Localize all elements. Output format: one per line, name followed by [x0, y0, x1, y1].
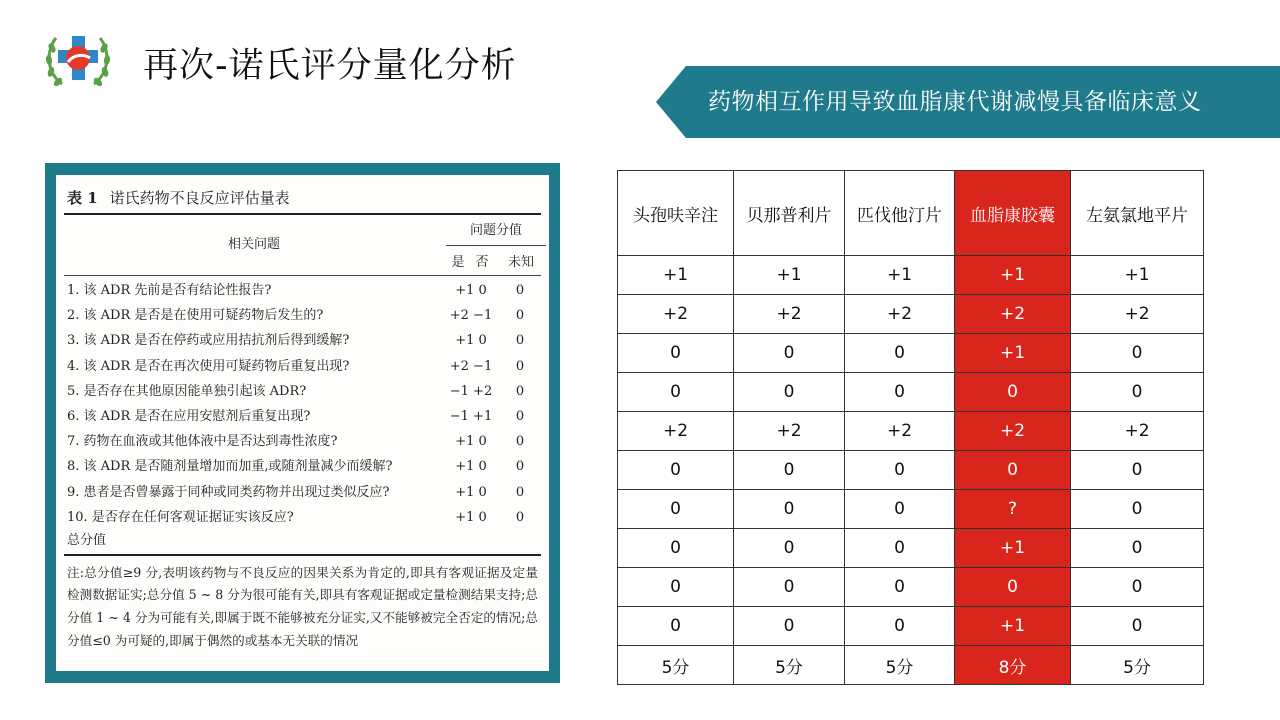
ref-score: +2 −1 [449, 358, 493, 374]
ref-col-unknown: 未知 [507, 255, 534, 270]
drug-header-row [618, 171, 1204, 256]
score-cell: +1 [1071, 256, 1204, 295]
score-cell-highlighted: 0 [955, 373, 1071, 412]
score-cell: 0 [1071, 451, 1204, 490]
ref-col-no: 否 [475, 255, 489, 270]
score-cell: 0 [845, 334, 955, 373]
score-cell: +2 [1071, 412, 1204, 451]
drug-score-table [617, 170, 1204, 685]
score-row [618, 451, 1204, 490]
score-row [618, 568, 1204, 607]
total-score-row [618, 646, 1204, 685]
ref-col-question: 相关问题 [227, 237, 280, 252]
ref-score: +1 0 [455, 509, 487, 525]
ref-unknown: 0 [515, 459, 525, 475]
ref-table-number: 表 1 [67, 189, 98, 207]
score-cell-highlighted: +2 [955, 295, 1071, 334]
ref-question: 6. 该 ADR 是否在应用安慰剂后重复出现? [67, 408, 311, 424]
ref-unknown: 0 [515, 383, 525, 399]
score-cell: 0 [734, 568, 845, 607]
score-cell: +2 [734, 412, 845, 451]
score-cell: 5分 [734, 646, 845, 685]
ref-table-title [64, 187, 541, 215]
subtitle-banner [656, 66, 1280, 138]
drug-header: 匹伐他汀片 [845, 171, 955, 256]
score-cell: 5分 [618, 646, 734, 685]
score-cell: 0 [618, 373, 734, 412]
score-row [618, 607, 1204, 646]
naranjo-scale-figure [45, 163, 560, 683]
score-cell: 0 [845, 490, 955, 529]
score-row [618, 490, 1204, 529]
ref-unknown: 0 [515, 509, 525, 525]
score-cell-highlighted: +1 [955, 607, 1071, 646]
score-cell: 0 [845, 607, 955, 646]
score-cell: 0 [734, 451, 845, 490]
score-cell: 0 [1071, 607, 1204, 646]
ref-score: −1 +1 [449, 408, 493, 424]
score-cell: 0 [1071, 568, 1204, 607]
score-cell-highlighted: 0 [955, 451, 1071, 490]
ref-table-note: 注:总分值≥9 分,表明该药物与不良反应的因果关系为肯定的,即具有客观证据及定量检测数据证实;总分值 5 ~ 8 分为很可能有关,即具有客观证据或定量检测结果支持;总分值 1 ~ 4 分为可能有关,即属于既不能够被充分证实,又不能够被完全否定的情况;总分值≤0 为可疑的,即属于偶然的或基本无关联的情况 [67, 564, 538, 648]
ref-total-label: 总分值 [64, 530, 541, 556]
score-cell-highlighted: +2 [955, 412, 1071, 451]
score-cell: 0 [845, 373, 955, 412]
score-cell: 0 [1071, 373, 1204, 412]
score-cell: +2 [845, 295, 955, 334]
drug-header: 贝那普利片 [734, 171, 845, 256]
score-cell: 0 [845, 451, 955, 490]
score-cell: 0 [845, 529, 955, 568]
score-cell-highlighted: ? [955, 490, 1071, 529]
ref-score: +1 0 [455, 283, 487, 298]
ref-question: 9. 患者是否曾暴露于同种或同类药物并出现过类似反应? [67, 484, 390, 500]
ref-question: 10. 是否存在任何客观证据证实该反应? [67, 509, 294, 525]
ref-score: +1 0 [455, 459, 487, 475]
ref-question: 3. 该 ADR 是否在停药或应用拮抗剂后得到缓解? [67, 333, 350, 349]
score-row [618, 373, 1204, 412]
ref-unknown: 0 [515, 358, 525, 374]
score-row [618, 412, 1204, 451]
score-cell-highlighted: 8分 [955, 646, 1071, 685]
ref-unknown: 0 [515, 333, 525, 349]
ref-unknown: 0 [515, 308, 525, 324]
drug-header: 左氨氯地平片 [1071, 171, 1204, 256]
score-cell: +2 [1071, 295, 1204, 334]
score-cell: 0 [618, 451, 734, 490]
score-cell: 0 [618, 490, 734, 529]
drug-score-body [618, 256, 1204, 685]
ref-row [64, 505, 541, 530]
score-cell: 5分 [1071, 646, 1204, 685]
ref-score: +1 0 [455, 484, 487, 500]
score-cell: 0 [1071, 490, 1204, 529]
ref-score: −1 +2 [449, 383, 493, 399]
ref-unknown: 0 [515, 408, 525, 424]
score-cell-highlighted: +1 [955, 256, 1071, 295]
ref-question: 7. 药物在血液或其他体液中是否达到毒性浓度? [67, 434, 338, 450]
ref-table-header [64, 215, 541, 276]
ref-question: 8. 该 ADR 是否随剂量增加而加重,或随剂量减少而缓解? [67, 459, 393, 475]
ref-row [64, 379, 541, 404]
ref-question: 1. 该 ADR 先前是否有结论性报告? [67, 283, 272, 298]
score-row [618, 295, 1204, 334]
score-cell: 0 [734, 529, 845, 568]
score-cell: 0 [618, 334, 734, 373]
ref-row [64, 454, 541, 479]
ref-row [64, 480, 541, 505]
score-cell: +1 [845, 256, 955, 295]
ref-unknown: 0 [515, 283, 525, 298]
score-cell: 0 [1071, 334, 1204, 373]
ref-table-body [64, 276, 541, 530]
ref-score: +2 −1 [449, 308, 493, 324]
ref-row [64, 404, 541, 429]
score-row [618, 334, 1204, 373]
score-cell: +1 [734, 256, 845, 295]
score-cell: 0 [845, 568, 955, 607]
score-row [618, 529, 1204, 568]
score-cell-highlighted: +1 [955, 529, 1071, 568]
page-title: 再次-诺氏评分量化分析 [143, 46, 517, 86]
score-cell: 0 [618, 529, 734, 568]
naranjo-scale-table [56, 175, 549, 671]
score-cell: 0 [1071, 529, 1204, 568]
score-cell: 0 [618, 568, 734, 607]
score-cell: +2 [845, 412, 955, 451]
score-cell: 0 [734, 373, 845, 412]
drug-header-highlighted: 血脂康胶囊 [955, 171, 1071, 256]
ref-row [64, 354, 541, 379]
ref-row [64, 429, 541, 454]
score-cell: +2 [734, 295, 845, 334]
ref-row [64, 303, 541, 328]
hospital-logo [42, 28, 114, 94]
score-cell: 0 [734, 334, 845, 373]
drug-header: 头孢呋辛注 [618, 171, 734, 256]
ref-row [64, 328, 541, 353]
ref-col-score: 问题分值 [469, 223, 522, 238]
ref-unknown: 0 [515, 484, 525, 500]
ref-col-yes: 是 [451, 255, 465, 270]
score-cell-highlighted: +1 [955, 334, 1071, 373]
ref-table-caption: 诺氏药物不良反应评估量表 [109, 189, 290, 207]
score-cell-highlighted: 0 [955, 568, 1071, 607]
score-cell: +2 [618, 412, 734, 451]
banner-text: 药物相互作用导致血脂康代谢减慢具备临床意义 [708, 89, 1202, 115]
ref-header-divider [446, 245, 546, 246]
score-cell: 5分 [845, 646, 955, 685]
score-cell: +1 [618, 256, 734, 295]
score-cell: +2 [618, 295, 734, 334]
score-cell: 0 [618, 607, 734, 646]
ref-row [64, 278, 541, 303]
ref-question: 5. 是否存在其他原因能单独引起该 ADR? [67, 383, 307, 399]
score-row [618, 256, 1204, 295]
score-cell: 0 [734, 607, 845, 646]
ref-question: 2. 该 ADR 是否是在使用可疑药物后发生的? [67, 308, 324, 324]
ref-score: +1 0 [455, 434, 487, 450]
score-cell: 0 [734, 490, 845, 529]
ref-score: +1 0 [455, 333, 487, 349]
ref-unknown: 0 [515, 434, 525, 450]
ref-question: 4. 该 ADR 是否在再次使用可疑药物后重复出现? [67, 358, 350, 374]
